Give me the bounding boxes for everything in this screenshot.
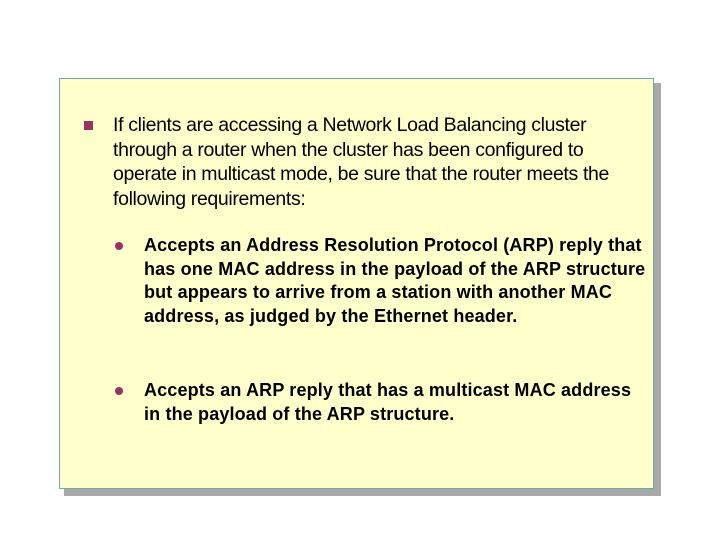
- round-bullet-icon: [115, 242, 123, 250]
- square-bullet-icon: [84, 121, 93, 130]
- sub-bullet-text-2: Accepts an ARP reply that has a multicast MAC address in the payload of the ARP structure.: [144, 380, 632, 424]
- round-bullet-icon: [115, 387, 123, 395]
- sub-bullet-text-1: Accepts an Address Resolution Protocol (ARP) reply that has one MAC address in the payload of the ARP structure but appears to arrive from a station with another MAC address, as judged by the Ethernet header.: [144, 235, 646, 326]
- main-bullet-text: If clients are accessing a Network Load Balancing cluster through a router when the cluster has been configured to operate in multicast mode, be sure that the router meets the following requirements:: [113, 114, 610, 210]
